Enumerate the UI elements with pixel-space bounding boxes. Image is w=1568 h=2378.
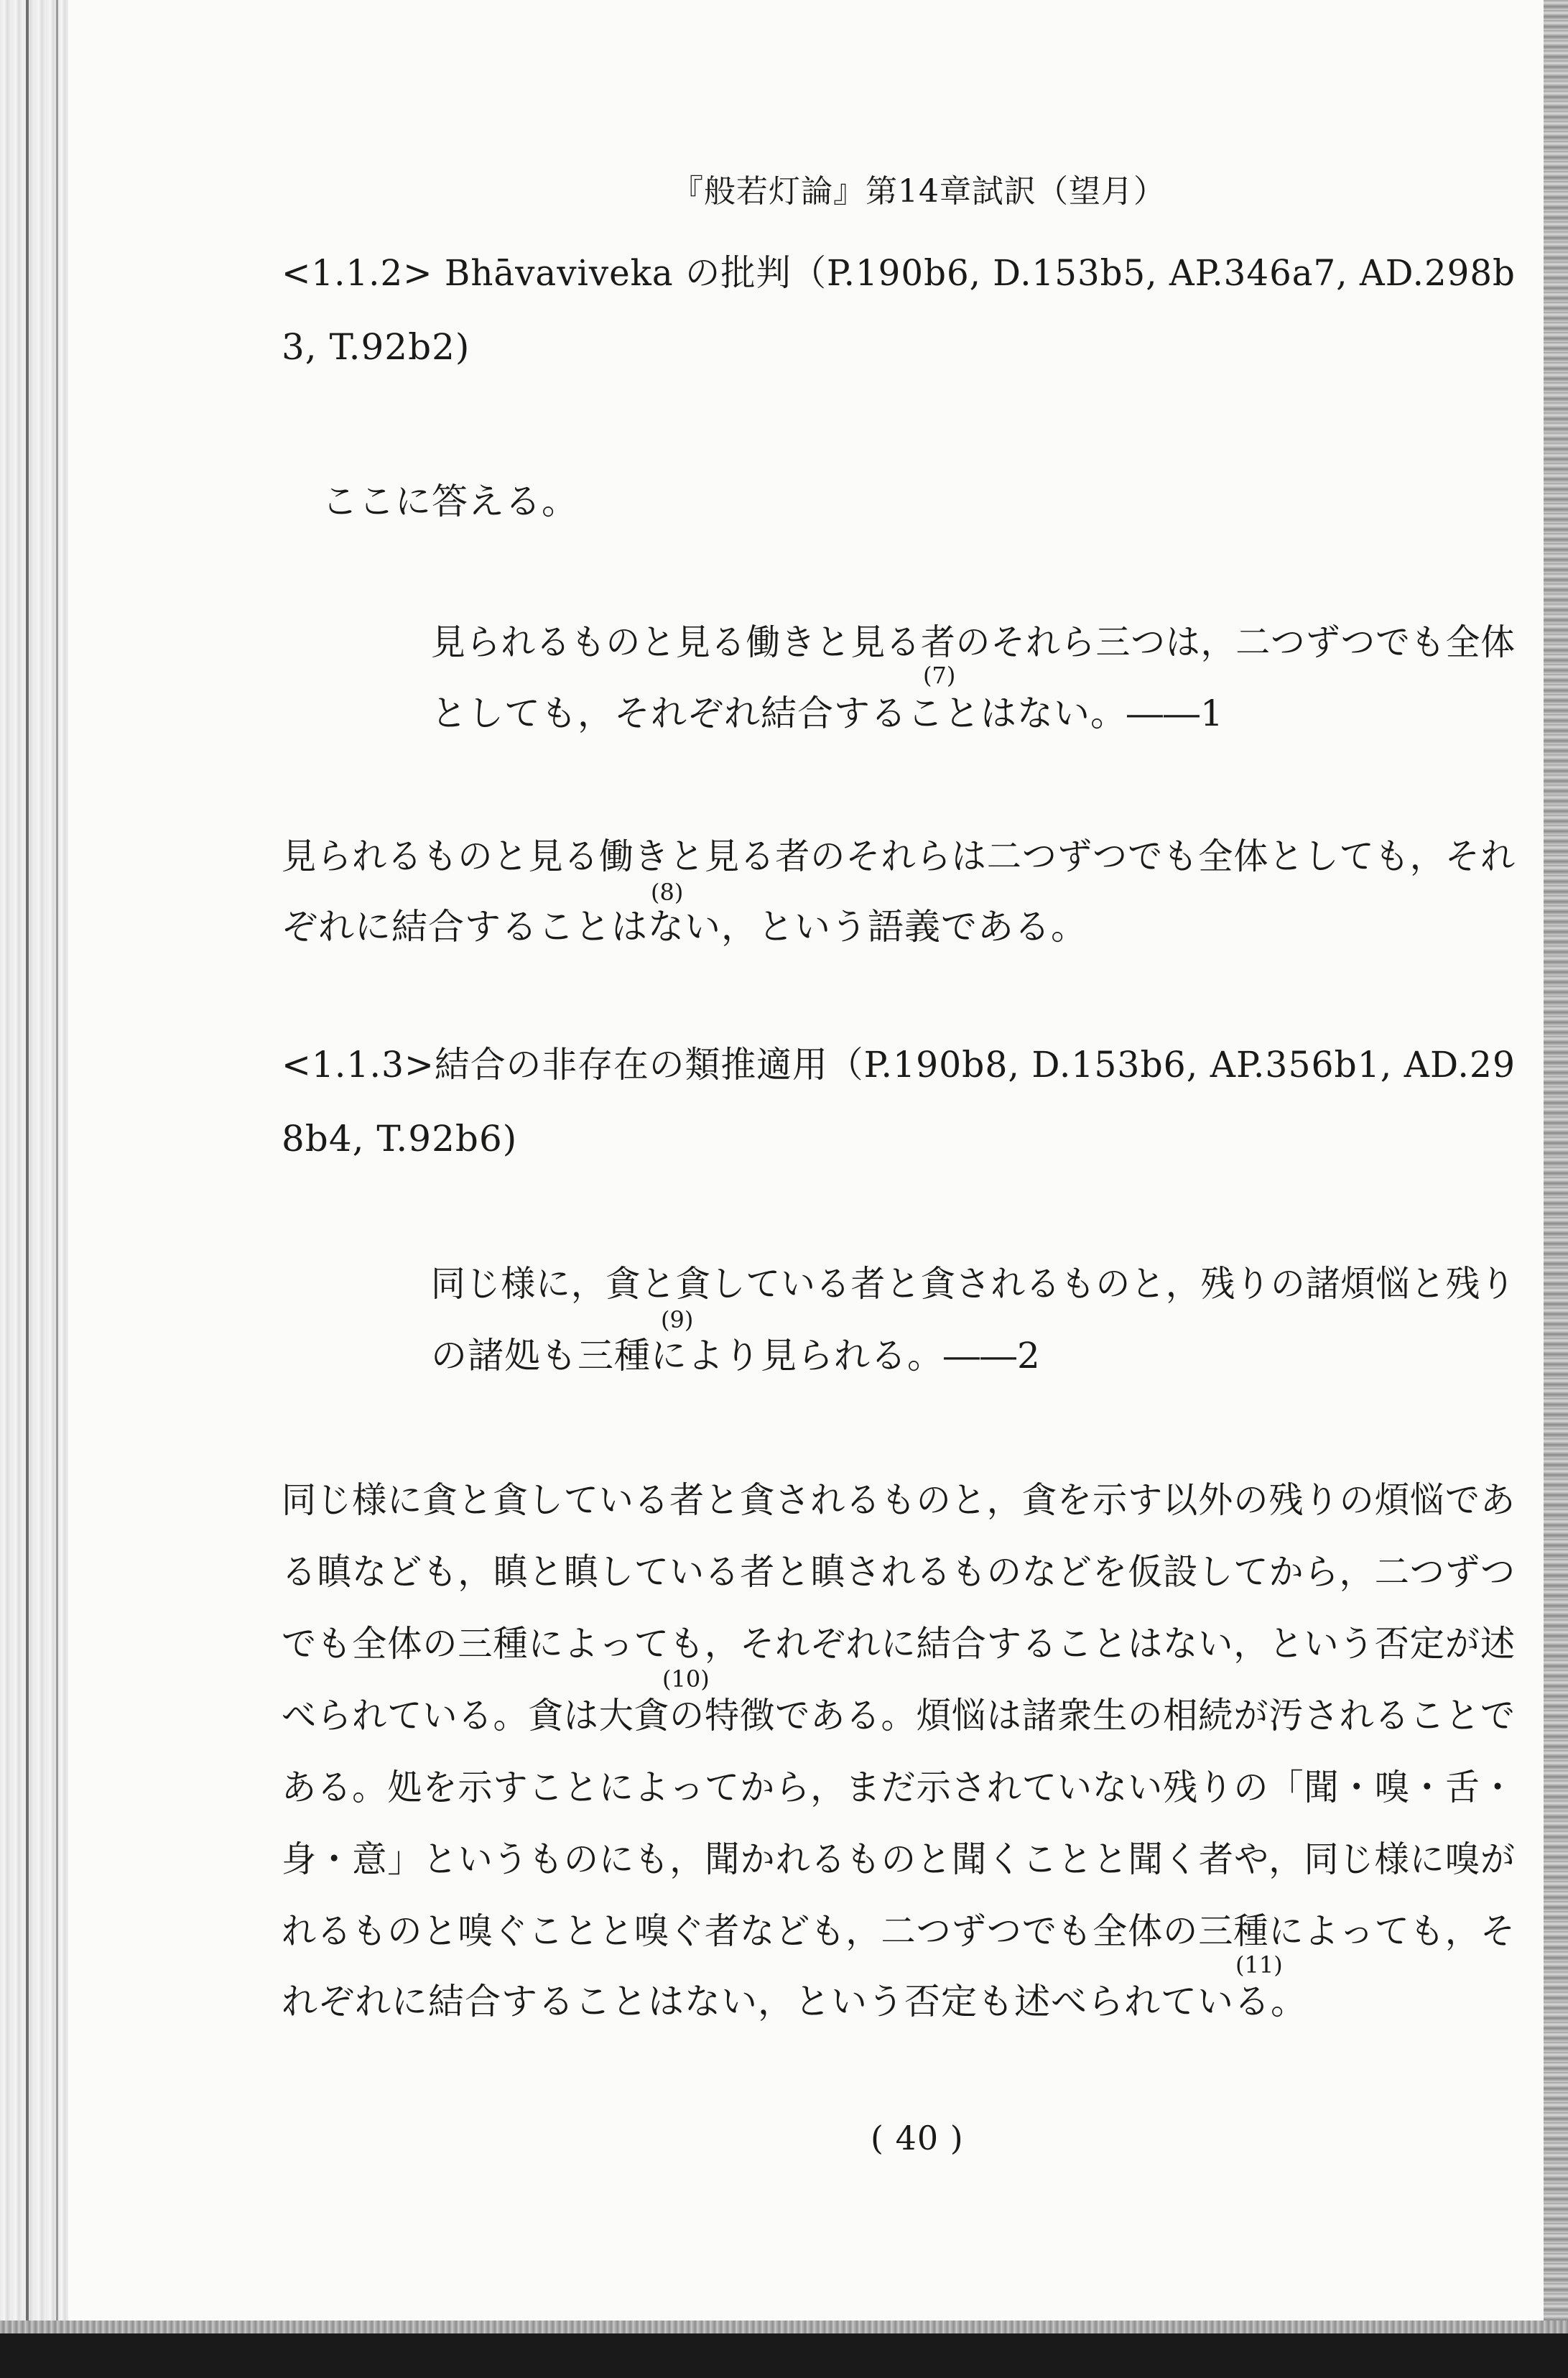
commentary-2-line: べられている。貪は大貪の特徴である。煩悩は諸衆生の相続が汚されることで: [282, 1695, 1516, 1736]
scan-bottom-edge: [0, 2321, 1568, 2333]
footnote-marker-9: (9): [661, 1306, 694, 1333]
footnote-marker-8: (8): [651, 879, 684, 906]
scan-binding-line: [26, 0, 29, 2378]
commentary-1-line-2: ぞれに結合することはない，という語義である。: [282, 906, 1087, 948]
intro-line: ここに答える。: [322, 481, 578, 522]
footnote-marker-11: (11): [1235, 1951, 1283, 1979]
commentary-2-line: 同じ様に貪と貪している者と貪されるものと，貪を示す以外の残りの煩悩であ: [282, 1479, 1516, 1521]
commentary-2-line: る瞋なども，瞋と瞋している者と瞋されるものなどを仮設してから，二つずつ: [282, 1551, 1516, 1593]
scan-right-edge: [1544, 0, 1568, 2378]
section-heading-2-line-2: 8b4, T.92b6): [282, 1118, 518, 1160]
section-heading-1-line-1: <1.1.2> Bhāvaviveka の批判（P.190b6, D.153b5, AP.346a7, AD.298b: [282, 252, 1516, 294]
footnote-marker-10: (10): [662, 1665, 710, 1693]
page-number: ( 40 ): [871, 2119, 964, 2157]
footnote-marker-7: (7): [923, 662, 956, 689]
commentary-2-line: れぞれに結合することはない，という否定も述べられている。: [282, 1981, 1307, 2022]
commentary-2-line: でも全体の三種によっても，それぞれに結合することはない，という否定が述: [282, 1623, 1516, 1665]
commentary-2-line: 身・意」というものにも，聞かれるものと聞くことと聞く者や，同じ様に嗅が: [282, 1838, 1516, 1880]
verse-2-line-1: 同じ様に，貪と貪している者と貪されるものと，残りの諸煩悩と残り: [431, 1263, 1516, 1305]
section-heading-2-line-1: <1.1.3>結合の非存在の類推適用（P.190b8, D.153b6, AP.356b1, AD.29: [282, 1044, 1516, 1086]
commentary-2-line: れるものと嗅ぐことと嗅ぐ者なども，二つずつでも全体の三種によっても，そ: [282, 1910, 1516, 1952]
commentary-2-line: ある。処を示すことによってから，まだ示されていない残りの「聞・嗅・舌・: [282, 1767, 1516, 1808]
section-heading-1-line-2: 3, T.92b2): [282, 326, 470, 368]
verse-1-line-2: としても，それぞれ結合することはない。――1: [431, 693, 1224, 734]
scan-binding-line: [56, 0, 58, 2378]
running-header: 『般若灯論』第14章試訳（望月）: [672, 173, 1166, 210]
commentary-1-line-1: 見られるものと見る働きと見る者のそれらは二つずつでも全体としても，それ: [282, 836, 1516, 877]
verse-2-line-2: の諸処も三種により見られる。――2: [431, 1335, 1041, 1377]
verse-1-line-1: 見られるものと見る働きと見る者のそれら三つは，二つずつでも全体: [431, 621, 1516, 663]
scan-bottom-band: [0, 2333, 1568, 2378]
